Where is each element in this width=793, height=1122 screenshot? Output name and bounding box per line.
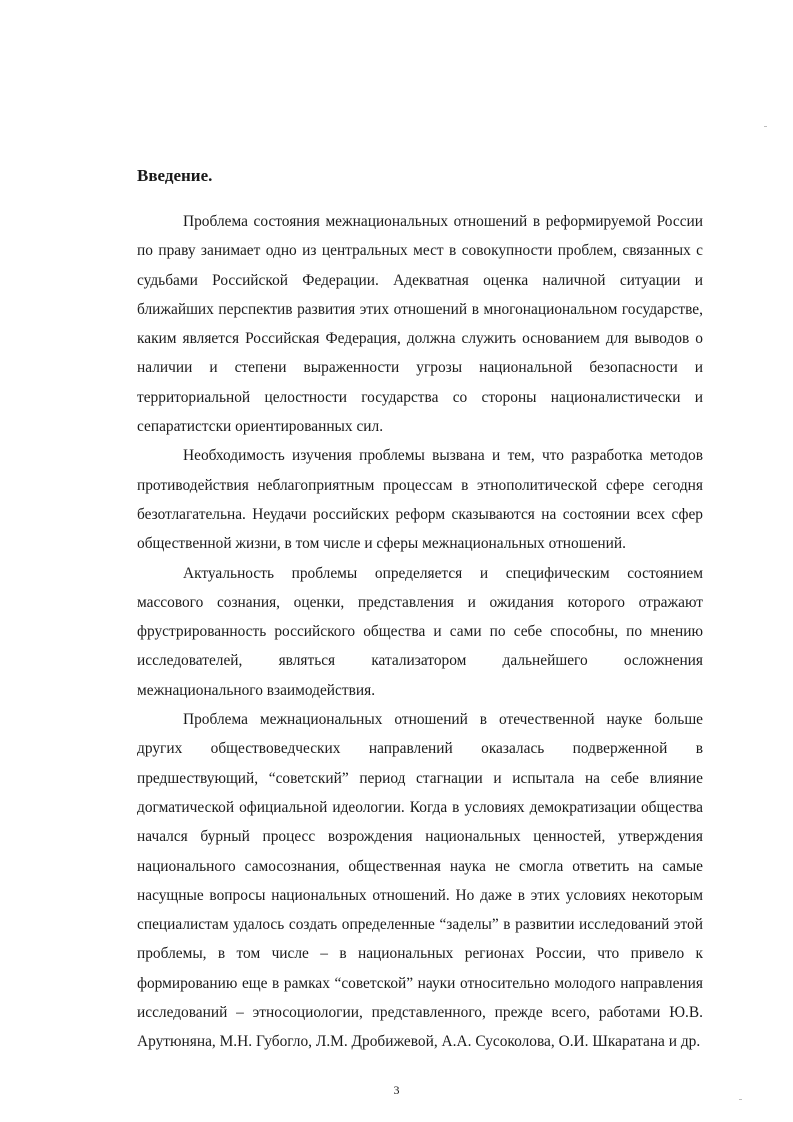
page-number: 3 — [393, 1083, 400, 1097]
paragraph-4: Проблема межнациональных отношений в отечественной науке больше других обществоведческих направлений оказалась подверженной в предшествующий, “советский” период стагнации и испытала на себе влияние догматической официальной идеологии. Когда в условиях демократизации общества начался бурный процесс возрождения национальных ценностей, утверждения национального самосознания, общественная наука не смогла ответить на самые насущные вопросы национальных отношений. Но даже в этих условиях некоторым специалистам удалось создать определенные “заделы” в развитии исследований этой проблемы, в том числе – в национальных регионах России, что привело к формированию еще в рамках “советской” науки относительно молодого направления исследований – этносоциологии, представленного, прежде всего, работами Ю.В. Арутюняна, М.Н. Губогло, Л.М. Дробижевой, А.А. Сусоколова, О.И. Шкаратана и др. — [137, 711, 703, 1051]
scan-artifact-mark — [739, 1099, 742, 1100]
section-heading: Введение. — [137, 166, 213, 185]
body-text — [137, 207, 703, 1057]
scan-artifact-mark — [764, 126, 767, 127]
paragraph-1: Проблема состояния межнациональных отношений в реформируемой России по праву занимает одно из центральных мест в совокупности проблем, связанных с судьбами Российской Федерации. Адекватная оценка наличной ситуации и ближайших перспектив развития этих отношений в многонациональном государстве, каким является Российская Федерация, должна служить основанием для выводов о наличии и степени выраженности угрозы национальной безопасности и территориальной целостности государства со стороны националистически и сепаратистски ориентированных сил. — [137, 213, 703, 436]
paragraph-2: Необходимость изучения проблемы вызвана и тем, что разработка методов противодействия неблагоприятным процессам в этнополитической сфере сегодня безотлагательна. Неудачи российских реформ сказываются на состоянии всех сфер общественной жизни, в том числе и сферы межнациональных отношений. — [137, 447, 703, 553]
paragraph-3: Актуальность проблемы определяется и специфическим состоянием массового сознания, оценки, представления и ожидания которого отражают фрустрированность российского общества и сами по себе способны, по мнению исследователей, являться катализатором дальнейшего осложнения межнационального взаимодействия. — [137, 564, 703, 699]
